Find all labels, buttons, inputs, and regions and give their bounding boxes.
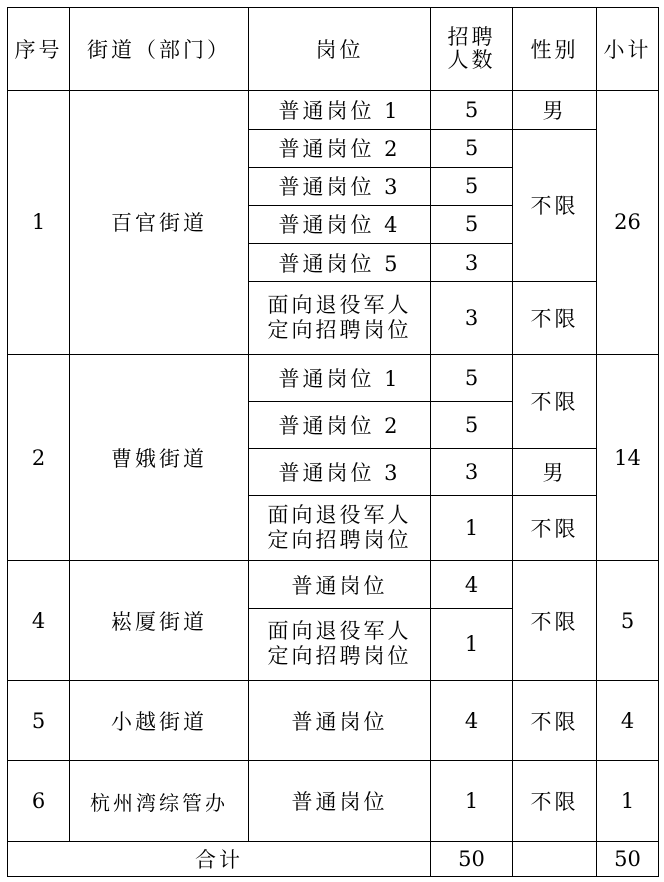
post-line2: 定向招聘岗位 [267, 528, 412, 553]
subtotal-cell: 1 [597, 761, 659, 841]
header-count-line2: 人数 [447, 48, 496, 73]
seq-cell: 5 [8, 681, 70, 761]
header-row [8, 8, 659, 91]
post-cell: 普通岗位 [249, 681, 431, 761]
count-cell: 3 [431, 448, 513, 495]
count-cell: 3 [431, 282, 513, 354]
gender-cell: 男 [513, 448, 597, 495]
street-cell: 百官街道 [70, 91, 249, 354]
seq-cell: 6 [8, 761, 70, 841]
table-row [8, 354, 659, 401]
subtotal-cell: 4 [597, 681, 659, 761]
subtotal-cell: 26 [597, 91, 659, 354]
gender-cell: 不限 [513, 282, 597, 354]
gender-cell: 不限 [513, 561, 597, 681]
post-cell: 普通岗位 4 [249, 205, 431, 243]
post-cell: 普通岗位 2 [249, 401, 431, 448]
total-row [8, 841, 659, 876]
post-cell: 普通岗位 3 [249, 167, 431, 205]
count-cell: 5 [431, 129, 513, 167]
table-row [8, 761, 659, 841]
street-cell: 崧厦街道 [70, 561, 249, 681]
count-cell: 5 [431, 167, 513, 205]
gender-cell: 不限 [513, 496, 597, 561]
count-cell: 5 [431, 401, 513, 448]
gender-cell: 不限 [513, 761, 597, 841]
total-subtotal: 50 [597, 841, 659, 876]
post-line1: 面向退役军人 [267, 292, 412, 317]
post-cell: 普通岗位 2 [249, 129, 431, 167]
gender-cell: 男 [513, 91, 597, 129]
header-post: 岗位 [249, 8, 431, 91]
header-seq: 序号 [8, 8, 70, 91]
count-cell: 1 [431, 608, 513, 680]
count-cell: 5 [431, 91, 513, 129]
post-cell: 普通岗位 [249, 561, 431, 608]
seq-cell: 4 [8, 561, 70, 681]
post-line2: 定向招聘岗位 [267, 317, 412, 342]
count-cell: 4 [431, 681, 513, 761]
table-row [8, 91, 659, 129]
recruitment-table [7, 7, 659, 877]
count-cell: 1 [431, 761, 513, 841]
gender-cell: 不限 [513, 129, 597, 282]
count-cell: 4 [431, 561, 513, 608]
count-cell: 5 [431, 354, 513, 401]
subtotal-cell: 5 [597, 561, 659, 681]
post-cell: 普通岗位 3 [249, 448, 431, 495]
seq-cell: 1 [8, 91, 70, 354]
header-count-line1: 招聘 [447, 25, 496, 50]
post-cell [249, 496, 431, 561]
count-cell: 3 [431, 244, 513, 282]
total-gender-empty [513, 841, 597, 876]
header-street: 街道（部门） [70, 8, 249, 91]
post-cell [249, 608, 431, 680]
gender-cell: 不限 [513, 354, 597, 448]
post-cell: 普通岗位 1 [249, 354, 431, 401]
post-cell: 普通岗位 5 [249, 244, 431, 282]
street-cell: 曹娥街道 [70, 354, 249, 561]
gender-cell: 不限 [513, 681, 597, 761]
table-row [8, 681, 659, 761]
table-row [8, 561, 659, 608]
post-line1: 面向退役军人 [267, 503, 412, 528]
header-subtotal: 小计 [597, 8, 659, 91]
header-gender: 性别 [513, 8, 597, 91]
post-cell [249, 282, 431, 354]
count-cell: 1 [431, 496, 513, 561]
count-cell: 5 [431, 205, 513, 243]
post-cell: 普通岗位 [249, 761, 431, 841]
total-label: 合计 [8, 841, 431, 876]
seq-cell: 2 [8, 354, 70, 561]
subtotal-cell: 14 [597, 354, 659, 561]
post-line2: 定向招聘岗位 [267, 644, 412, 669]
street-cell: 杭州湾综管办 [70, 761, 249, 841]
total-count: 50 [431, 841, 513, 876]
header-count [431, 8, 513, 91]
post-cell: 普通岗位 1 [249, 91, 431, 129]
street-cell: 小越街道 [70, 681, 249, 761]
post-line1: 面向退役军人 [267, 619, 412, 644]
